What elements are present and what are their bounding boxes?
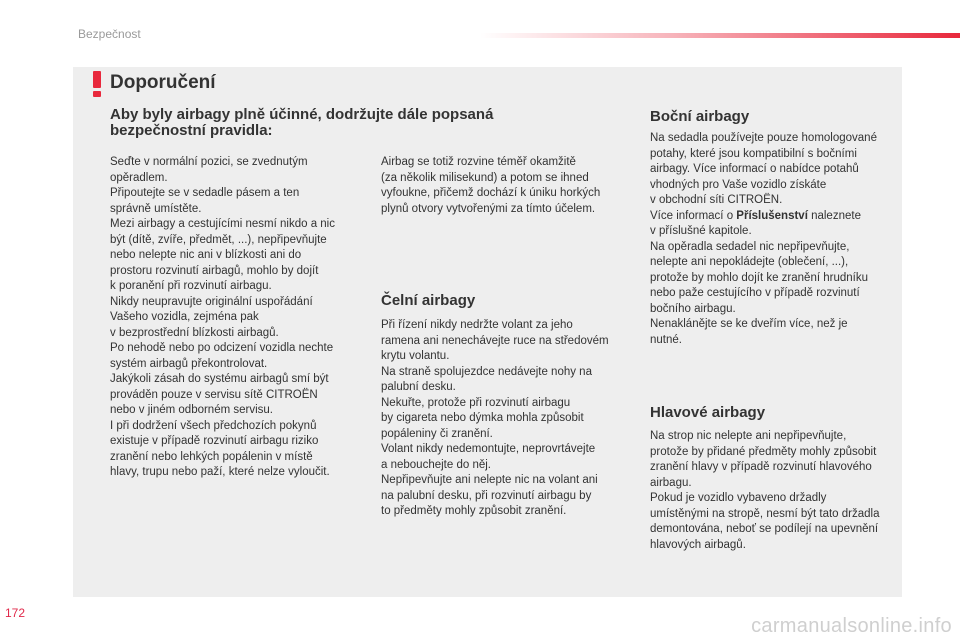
header-rule — [480, 33, 960, 38]
exclamation-icon — [90, 71, 104, 97]
deployment-note-text: Airbag se totiž rozvine téměř okamžitě (za několik milisekund) a potom se ihned vyfoukne, přičemž dochází k úniku horkých plynů otvory vytvořenými za tímto účelem. — [381, 156, 601, 215]
panel-title: Doporučení — [110, 72, 216, 93]
intro-heading: Aby byly airbagy plně účinné, dodržujte dále popsaná bezpečnostní pravidla: — [110, 106, 494, 139]
head-airbags-text: Na strop nic nelepte ani nepřipevňujte, protože by přidané předměty mohly způsobit zranění hlavy v případě rozvinutí hlavového airbagu. Pokud je vozidlo vybaveno držadly umístěnými na stropě, nesmí být tato držadla demontována, neboť se podílejí na upevnění hlavových airbagů. — [650, 430, 880, 551]
safety-rules-text: Seďte v normální pozici, se zvednutým opěradlem. Připoutejte se v sedadle pásem a ten správně umístěte. Mezi airbagy a cestujícími nesmí nikdo a nic být (dítě, zvíře, předmět, ...), nepřipevňujte nebo nelepte nic ani v blízkosti ani do prostoru rozvinutí airbagů, mohlo by dojít k poranění při rozvinutí airbagu. Nikdy neupravujte originální uspořádání Vašeho vozidla, zejména pak v bezprostřední blízkosti airbagů. Po nehodě nebo po odcizení vozidla nechte systém airbagů překontrolovat. Jakýkoli zásah do systému airbagů smí být prováděn pouze v servisu sítě CITROËN nebo v jiném odborném servisu. I při dodržení všech předchozích pokynů existuje v případě rozvinutí airbagu riziko zranění nebo lehkých popálenin v místě hlavy, trupu nebo paží, které nelze vyloučit. — [110, 156, 335, 478]
head-airbags-heading: Hlavové airbagy — [650, 404, 766, 421]
side-airbags-text: Na sedadla používejte pouze homologované potahy, které jsou kompatibilní s bočními airbagy. Více informací o nabídce potahů vhodných pro Vaše vozidlo získáte v obchodní síti CITROËN. Více informací o Příslušenství naleznete v příslušné kapitole. Na opěradla sedadel nic nepřipevňujte, nelepte ani nepokládejte (oblečení, ...), protože by mohlo dojít ke zranění hrudníku nebo paže cestujícího v případě rozvinutí bočního airbagu. Nenaklánějte se ke dveřím více, než je nutné. — [650, 132, 877, 346]
side-airbags-heading: Boční airbagy — [650, 108, 750, 125]
watermark: carmanualsonline.info — [751, 615, 952, 637]
page-number: 172 — [5, 606, 26, 620]
front-airbags-heading: Čelní airbagy — [381, 292, 476, 309]
accessories-reference: Příslušenství — [736, 209, 808, 222]
front-airbags-text: Při řízení nikdy nedržte volant za jeho ramena ani nenechávejte ruce na středovém krytu volantu. Na straně spolujezdce nedávejte nohy na palubní desku. Nekuřte, protože při rozvinutí airbagu by cigareta nebo dýmka mohla způsobit popáleniny či zranění. Volant nikdy nedemontujte, neprovrtávejte a nebouchejte do něj. Nepřipevňujte ani nelepte nic na volant ani na palubní desku, při rozvinutí airbagu by to předměty mohly způsobit zranění. — [381, 319, 609, 517]
section-label: Bezpečnost — [78, 27, 141, 41]
